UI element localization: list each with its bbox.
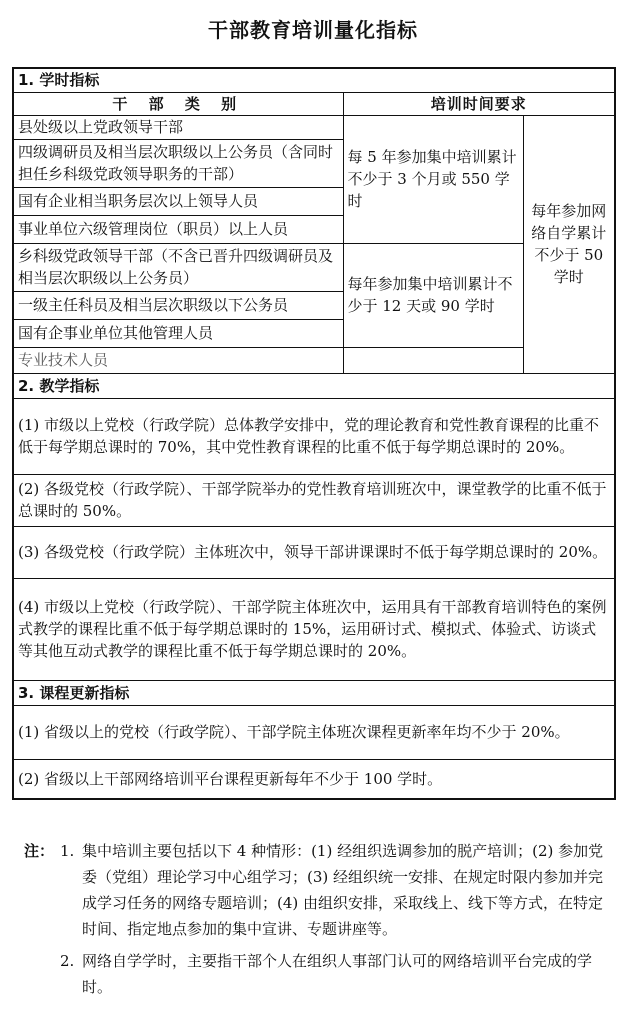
teaching-indicator-item: (4) 市级以上党校（行政学院）、干部学院主体班次中，运用具有干部教育培训特色的案例式教学的课程比重不低于每学期总课时的 15%，运用研讨式、模拟式、体验式、访谈式等其他互动式教学的课程比重不低于每学期总课时的 20%。 bbox=[13, 578, 615, 680]
category-row: 事业单位六级管理岗位（职员）以上人员 bbox=[13, 215, 343, 243]
course-update-item: (1) 省级以上的党校（行政学院）、干部学院主体班次课程更新率年均不少于 20%。 bbox=[13, 705, 615, 759]
note-item bbox=[24, 838, 604, 942]
note-number: 1. bbox=[60, 842, 75, 860]
section-3-heading: 3. 课程更新指标 bbox=[13, 680, 615, 705]
teaching-indicator-item: (2) 各级党校（行政学院）、干部学院举办的党性教育培训班次中，课堂教学的比重不低于总课时的 50%。 bbox=[13, 474, 615, 526]
note-text: 网络自学学时，主要指干部个人在组织人事部门认可的网络培训平台完成的学时。 bbox=[82, 952, 593, 996]
category-row: 国有企业相当职务层次以上领导人员 bbox=[13, 187, 343, 215]
category-row: 国有企事业单位其他管理人员 bbox=[13, 319, 343, 347]
notes bbox=[24, 838, 604, 1000]
requirement-online: 每年参加网络自学累计不少于 50 学时 bbox=[523, 115, 615, 373]
course-update-item: (2) 省级以上干部网络培训平台课程更新每年不少于 100 学时。 bbox=[13, 759, 615, 799]
document-title: 干部教育培训量化指标 bbox=[208, 18, 418, 42]
requirement-group-2: 每年参加集中培训累计不少于 12 天或 90 学时 bbox=[343, 243, 523, 347]
note-item bbox=[24, 948, 604, 1000]
section-2-heading: 2. 教学指标 bbox=[13, 373, 615, 398]
category-row: 专业技术人员 bbox=[13, 347, 343, 373]
indicator-table bbox=[12, 67, 616, 800]
header-training-time: 培训时间要求 bbox=[343, 92, 615, 115]
note-number: 2. bbox=[60, 952, 75, 970]
requirement-group-1: 每 5 年参加集中培训累计不少于 3 个月或 550 学时 bbox=[343, 115, 523, 243]
note-text: 集中培训主要包括以下 4 种情形：(1) 经组织选调参加的脱产培训；(2) 参加党委（党组）理论学习中心组学习；(3) 经组织统一安排、在规定时限内参加并完成学习任务的网络专题培训；(4) 由组织安排，采取线上、线下等方式，在特定时间、指定地点参加的集中宣讲、专题讲座等。 bbox=[82, 842, 604, 938]
section-1-heading: 1. 学时指标 bbox=[13, 68, 615, 92]
empty-cell bbox=[343, 347, 523, 373]
header-category: 干 部 类 别 bbox=[13, 92, 343, 115]
notes-label: 注： bbox=[24, 842, 55, 860]
category-row: 四级调研员及相当层次职级以上公务员（含同时担任乡科级党政领导职务的干部） bbox=[13, 139, 343, 187]
teaching-indicator-item: (1) 市级以上党校（行政学院）总体教学安排中，党的理论教育和党性教育课程的比重不低于每学期总课时的 70%，其中党性教育课程的比重不低于每学期总课时的 20%。 bbox=[13, 398, 615, 474]
category-row: 县处级以上党政领导干部 bbox=[13, 115, 343, 139]
category-row: 乡科级党政领导干部（不含已晋升四级调研员及相当层次职级以上公务员） bbox=[13, 243, 343, 291]
teaching-indicator-item: (3) 各级党校（行政学院）主体班次中，领导干部讲课课时不低于每学期总课时的 20%。 bbox=[13, 526, 615, 578]
category-row: 一级主任科员及相当层次职级以下公务员 bbox=[13, 291, 343, 319]
